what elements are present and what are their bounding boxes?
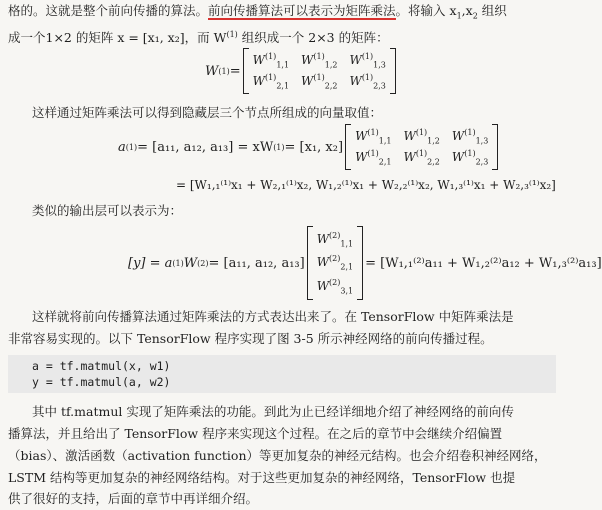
matrix-cell: $W^{(1)}_{2,1}$	[355, 149, 392, 167]
equation-y	[128, 226, 602, 300]
matrix-cell: $W^{(1)}_{1,2}$	[403, 127, 440, 145]
text-run: 组织成一个 2×3 的矩阵：	[237, 30, 389, 46]
matrix-grid	[249, 50, 390, 93]
math-symbol: =	[229, 63, 241, 79]
matrix-cell: $W^{(1)}_{2,2}$	[301, 73, 338, 91]
math-symbol: a	[118, 139, 126, 155]
math-expression: = [a₁₁, a₁₂, a₁₃]	[208, 255, 305, 271]
matrix-w1-copy	[345, 124, 498, 170]
superscript: (1)	[226, 30, 238, 39]
math-expression: [y] = a	[128, 255, 173, 271]
equation-a1-result: = [W₁,₁⁽¹⁾x₁ + W₂,₁⁽¹⁾x₂, W₁,₂⁽¹⁾x₁ + W₂,₂⁽¹⁾x₂, W₁,₃⁽¹⁾x₁ + W₂,₃⁽¹⁾x₂]	[176, 178, 556, 192]
matrix-cell: $W^{(1)}_{1,3}$	[451, 127, 489, 145]
superscript: (1)	[273, 142, 285, 152]
code-block	[8, 355, 556, 393]
math-expression: = [x₁, x₂]	[284, 139, 344, 155]
superscript: (1)	[125, 142, 138, 152]
matrix-cell: $W^{(1)}_{1,3}$	[349, 51, 386, 69]
matrix-cell: $W^{(1)}_{2,1}$	[252, 73, 290, 91]
text-line-p1: 这样就将前向传播算法通过矩阵乘法的方式表达出来了。在 TensorFlow 中矩阵乘法是	[32, 309, 514, 324]
matrix-cell: $W^{(1)}_{1,2}$	[301, 51, 338, 69]
right-bracket	[492, 124, 498, 170]
right-bracket	[390, 48, 396, 94]
text-run: 。将输入 x	[395, 3, 457, 18]
matrix-cell: $W^{(1)}_{2,3}$	[451, 149, 489, 167]
equation-w1	[205, 48, 398, 94]
text-line-2	[8, 26, 389, 47]
code-line: y = tf.matmul(a, w2)	[32, 375, 171, 389]
text-line-q3: （bias）、激活函数（activation function）等更加复杂的神经元结构。也会介绍卷积神经网络，	[8, 448, 547, 463]
superscript: (1)	[172, 258, 184, 268]
equation-a1	[118, 124, 500, 170]
superscript: (2)	[197, 258, 209, 268]
text-line-p2: 非常容易实现的。以下 TensorFlow 程序实现了图 3-5 所示神经网络的前向传播过程。	[8, 331, 493, 346]
superscript: (1)	[218, 66, 230, 76]
subscript: 1	[456, 11, 462, 21]
matrix-grid	[351, 126, 492, 169]
text-line-q1: 其中 tf.matmul 实现了矩阵乘法的功能。到此为止已经详细地介绍了神经网络的前向传	[32, 404, 514, 419]
matrix-cell: $W^{(1)}_{2,2}$	[403, 149, 440, 167]
text-line-1	[8, 2, 507, 26]
matrix-w1	[243, 48, 396, 94]
matrix-cell: $W^{(2)}_{2,1}$	[316, 254, 354, 272]
text-line-q5: 供了很好的支持，后面的章节中再详细介绍。	[8, 491, 259, 506]
math-expression: = [a₁₁, a₁₂, a₁₃] = xW	[137, 139, 274, 155]
matrix-cell: $W^{(1)}_{1,1}$	[252, 51, 290, 69]
text-line-q2: 播算法，并且给出了 TensorFlow 程序来实现这个过程。在之后的章节中会继续介绍偏置	[8, 426, 503, 441]
highlighted-text: 前向传播算法可以表示为矩阵乘法	[208, 3, 396, 18]
matrix-w2	[307, 226, 363, 300]
right-bracket	[357, 226, 363, 300]
text-run: 成一个1×2 的矩阵 x = [x₁, x₂]，而 W	[8, 30, 227, 46]
matrix-cell: $W^{(1)}_{2,3}$	[349, 73, 386, 91]
matrix-grid	[313, 229, 357, 297]
math-expression: = [W₁,₁⁽²⁾a₁₁ + W₁,₂⁽²⁾a₁₂ + W₁,₃⁽²⁾a₁₃]	[365, 255, 602, 271]
matrix-cell: $W^{(2)}_{3,1}$	[316, 277, 354, 296]
text-line-4: 类似的输出层可以表示为：	[32, 203, 183, 218]
matrix-cell: $W^{(2)}_{1,1}$	[316, 230, 354, 249]
matrix-cell: $W^{(1)}_{1,1}$	[355, 127, 392, 145]
subscript: 2	[472, 11, 478, 21]
text-line-3: 这样通过矩阵乘法可以得到隐藏层三个节点所组成的向量取值：	[32, 105, 383, 120]
text-run: ,x	[461, 3, 473, 18]
code-line: a = tf.matmul(x, w1)	[32, 359, 171, 373]
text-run: 格的。这就是整个前向传播的算法。	[8, 3, 209, 18]
text-run: 组织	[477, 3, 507, 18]
math-symbol: W	[205, 63, 219, 79]
text-line-q4: LSTM 结构等更加复杂的神经网络结构。对于这些更加复杂的神经网络，TensorFlow 也提	[8, 470, 516, 485]
math-symbol: W	[183, 255, 198, 271]
